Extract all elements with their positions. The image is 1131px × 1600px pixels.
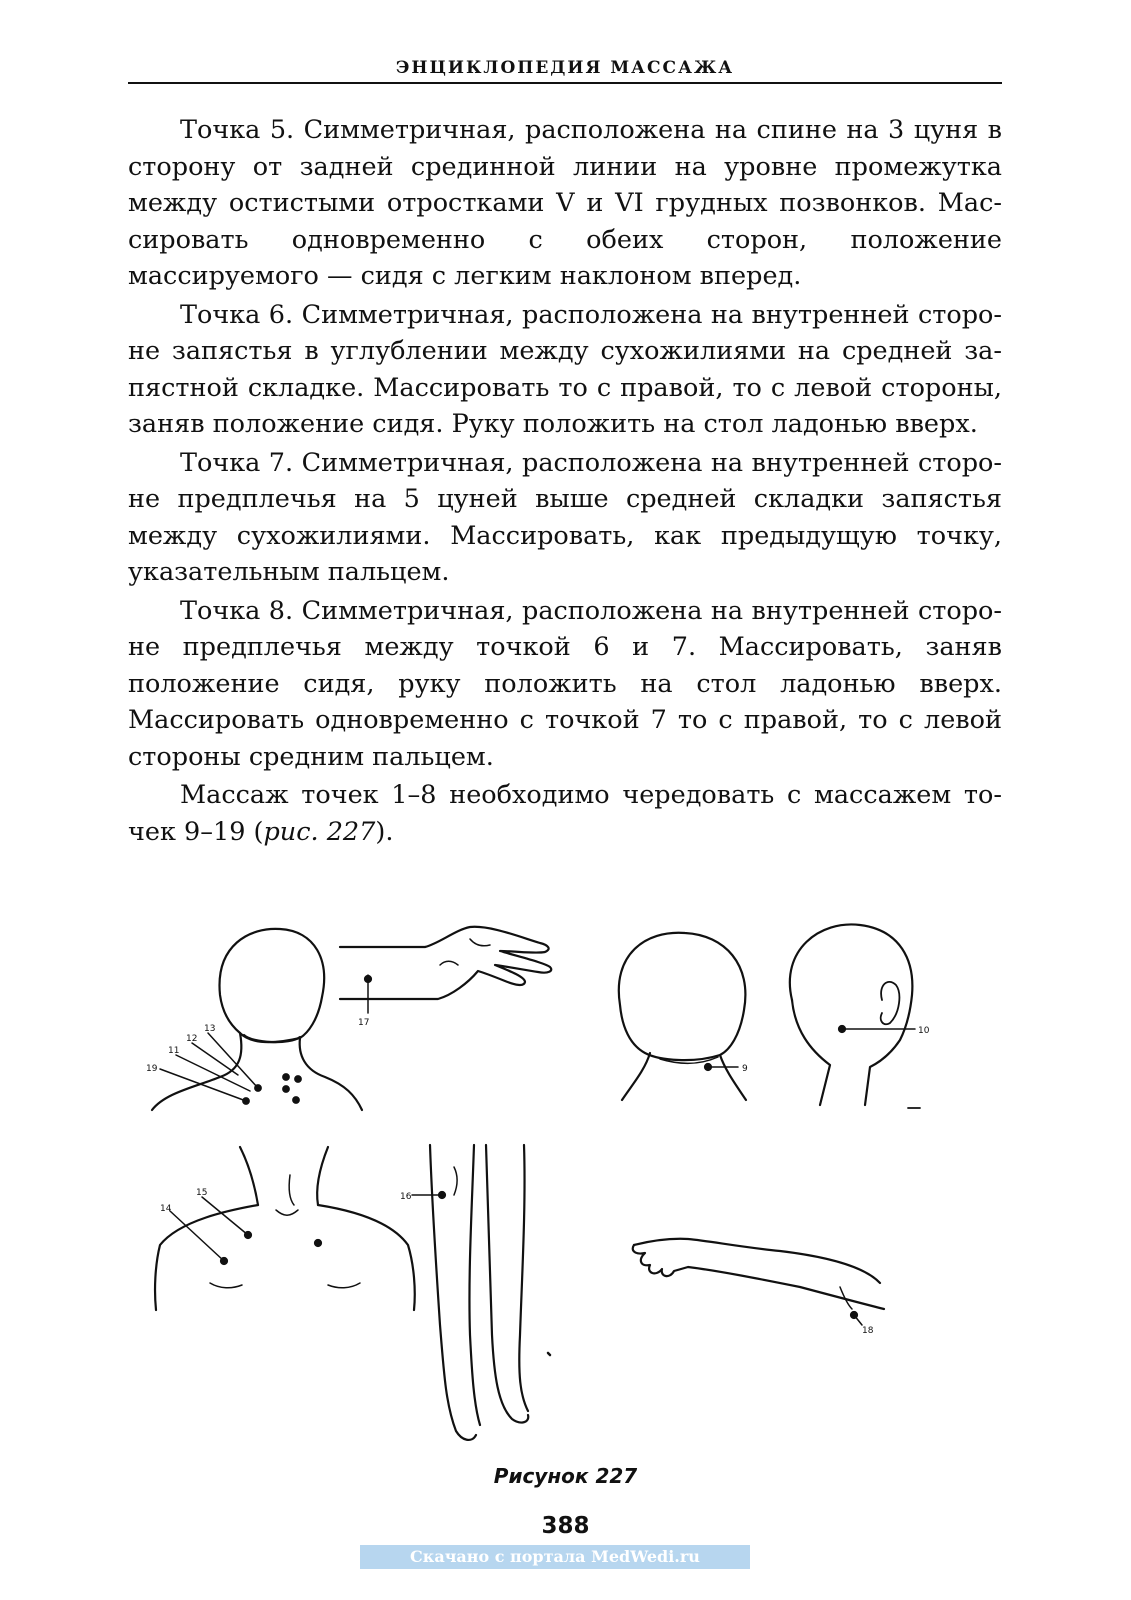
forearm-hand-illustration [340, 927, 551, 1028]
page-number: 388 [541, 1513, 590, 1539]
figure-reference: рис. 227 [263, 816, 376, 847]
label-point-9: 9 [742, 1064, 748, 1074]
label-point-15: 15 [196, 1188, 208, 1198]
running-title: ЭНЦИКЛОПЕДИЯ МАССАЖА [395, 58, 735, 78]
download-watermark: Скачано с портала MedWedi.ru [360, 1545, 750, 1569]
label-point-12: 12 [186, 1034, 198, 1044]
header-rule [128, 82, 1002, 84]
label-point-11: 11 [168, 1046, 180, 1056]
paragraph-alternation [128, 777, 1002, 850]
body-text [128, 112, 1002, 852]
label-point-19: 19 [146, 1064, 158, 1074]
label-point-10: 10 [918, 1026, 930, 1036]
head-side-illustration [790, 924, 930, 1108]
label-point-17: 17 [358, 1018, 370, 1028]
label-point-16: 16 [400, 1192, 412, 1202]
alternation-text: Массаж точек 1–8 необходимо чередовать с массажем точек 9–19 ( [128, 780, 1002, 847]
head-back-illustration [619, 933, 748, 1100]
chest-illustration [155, 1147, 415, 1310]
arm-illustration [633, 1239, 884, 1336]
figure-caption: Рисунок 227 [493, 1464, 638, 1488]
back-neck-illustration [146, 929, 362, 1110]
label-point-14: 14 [160, 1204, 172, 1214]
label-point-18: 18 [862, 1326, 874, 1336]
paragraph-point-8: Точка 8. Симметричная, расположена на внутренней стороне предплечья между точкой 6 и 7. Массировать, заняв положение сидя, руку положить на стол ладонью вверх. Массировать одновременно с точкой 7 то с правой, то с левой стороны средним пальцем. [128, 595, 1002, 772]
legs-illustration [400, 1145, 550, 1440]
label-point-13: 13 [204, 1024, 216, 1034]
alternation-end: ). [375, 816, 394, 847]
paragraph-point-5: Точка 5. Симметричная, расположена на спине на 3 цуня в сторону от задней срединной линии на уровне промежутка между остистыми отростками V и VI грудных позвонков. Массировать одновременно с обеих сторон, положение массируемого — сидя с легким наклоном вперед. [128, 115, 1002, 291]
paragraph-point-6: Точка 6. Симметричная, расположена на внутренней стороне запястья в углублении между сухожилиями на средней запястной складке. Массировать то с правой, то с левой стороны, заняв положение сидя. Руку положить на стол ладонью вверх. [128, 299, 1002, 439]
figure-227 [140, 905, 940, 1485]
paragraph-point-7: Точка 7. Симметричная, расположена на внутренней стороне предплечья на 5 цуней выше средней складки запястья между сухожилиями. Массировать, как предыдущую точку, указательным пальцем. [128, 447, 1002, 587]
